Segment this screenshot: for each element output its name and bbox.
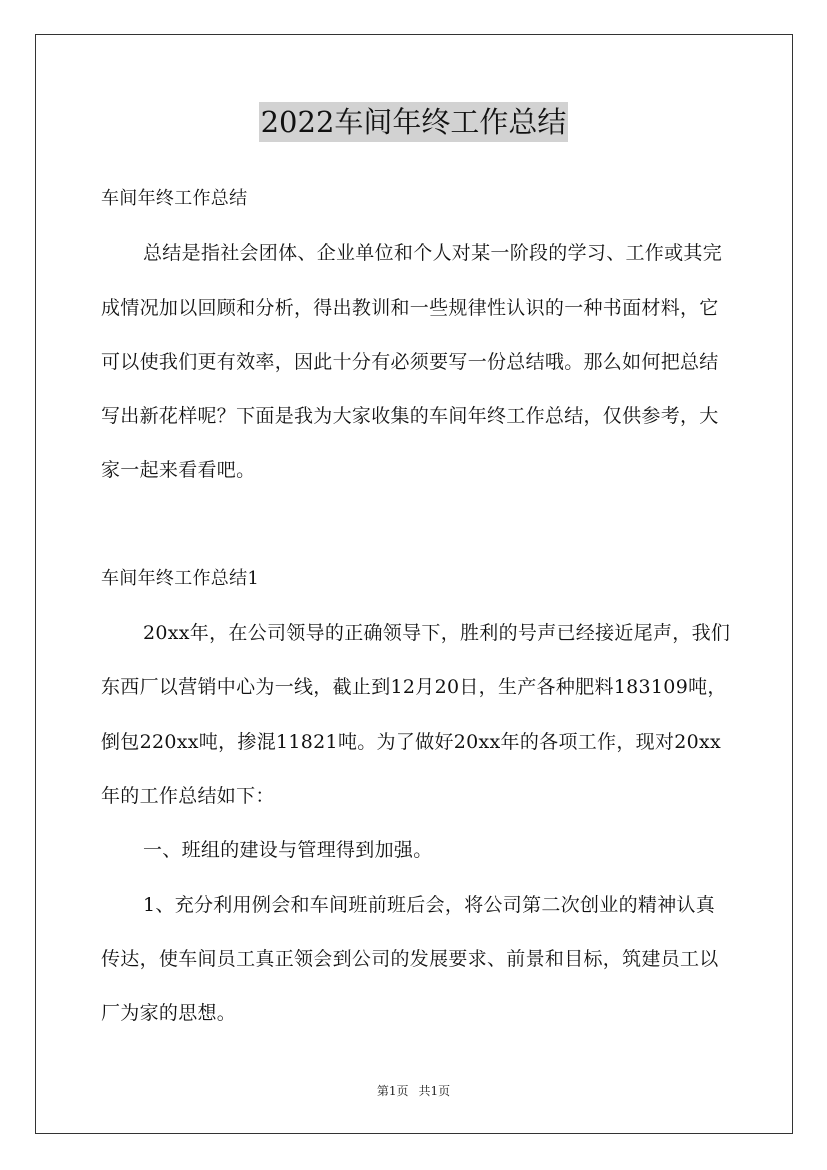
page-footer [0, 1083, 827, 1099]
item-paragraph: 1、充分利用例会和车间班前班后会，将公司第二次创业的精神认真传达，使车间员工真正领会到公司的发展要求、前景和目标，筑建员工以厂为家的思想。 [101, 893, 719, 1025]
document-title: 2022车间年终工作总结 [259, 102, 569, 142]
item-heading: 一、班组的建设与管理得到加强。 [143, 839, 433, 862]
page-number: 第1页 [376, 1084, 409, 1098]
intro-paragraph: 总结是指社会团体、企业单位和个人对某一阶段的学习、工作或其完成情况加以回顾和分析，得出教训和一些规律性认识的一种书面材料，它可以使我们更有效率，因此十分有必须要写一份总结哦。那么如何把总结写出新花样呢？下面是我为大家收集的车间年终工作总结，仅供参考，大家一起来看看吧。 [101, 242, 723, 482]
title-container [0, 102, 827, 142]
section-heading: 车间年终工作总结1 [101, 567, 260, 589]
section-paragraph: 20xx年，在公司领导的正确领导下，胜利的号声已经接近尾声，我们东西厂以营销中心为一线，截止到12月20日，生产各种肥料183109吨，倒包220xx吨，掺混11821吨。为了做好20xx年的各项工作，现对20xx年的工作总结如下： [101, 622, 731, 807]
document-body [101, 172, 731, 1040]
document-subtitle: 车间年终工作总结 [101, 188, 248, 209]
page-total: 共1页 [418, 1084, 451, 1098]
paragraph-gap [101, 498, 731, 552]
